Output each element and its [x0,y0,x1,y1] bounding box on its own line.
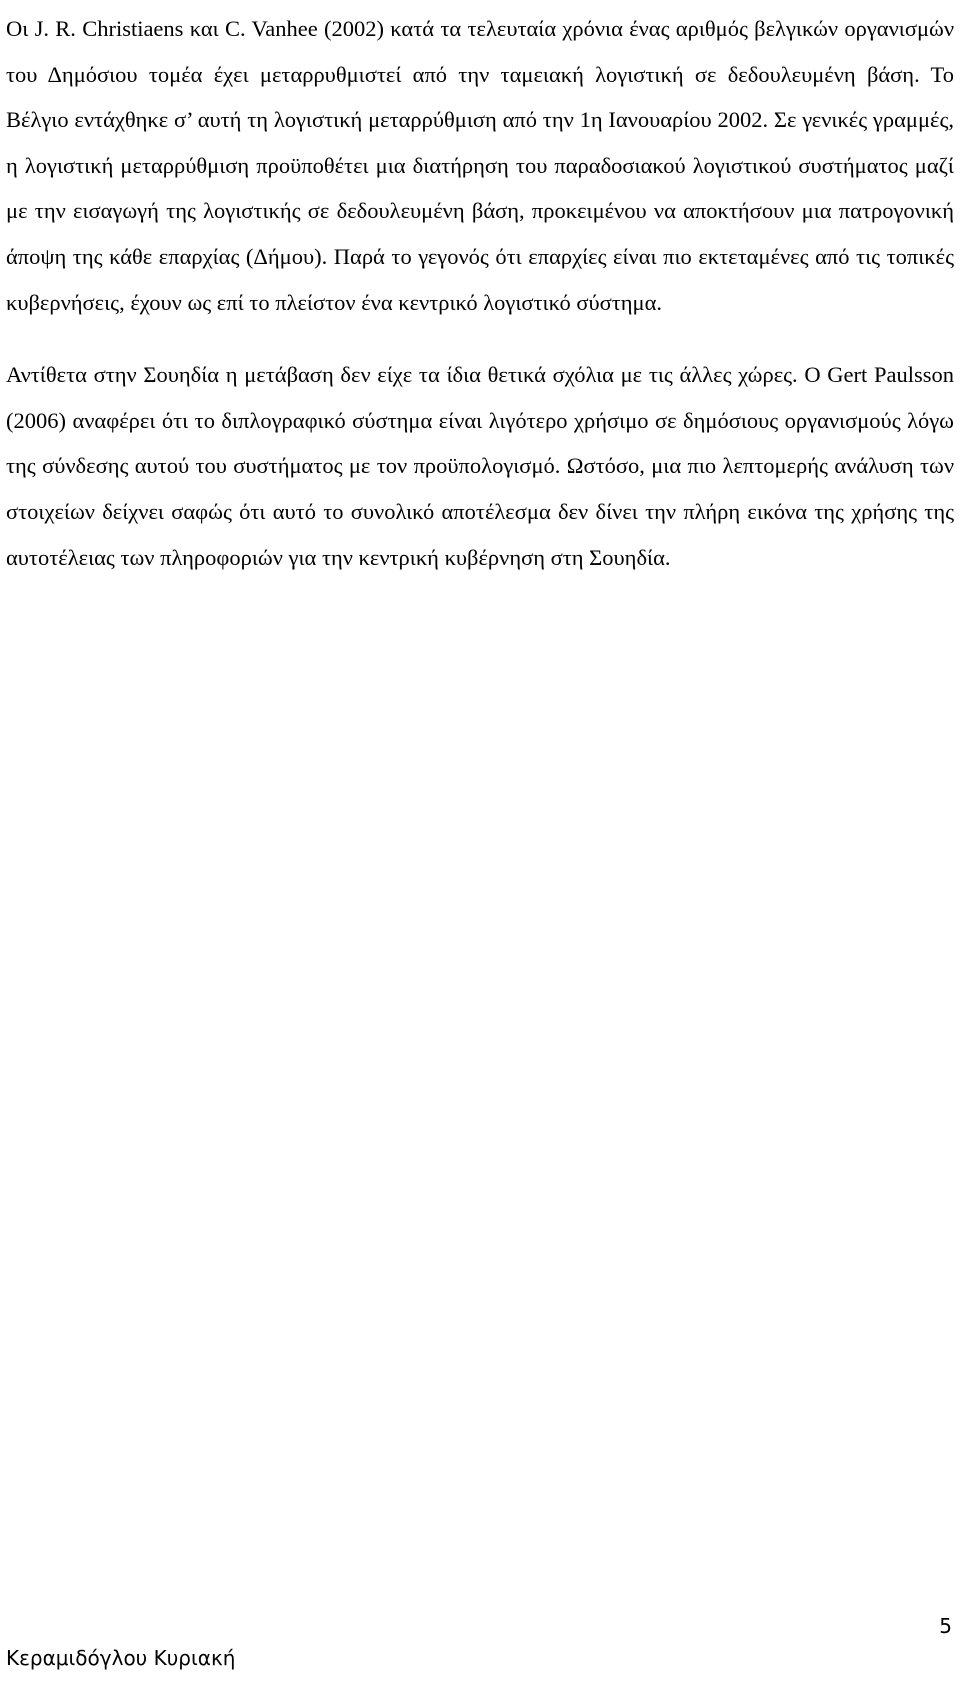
paragraph-belgium-reform: Οι J. R. Christiaens και C. Vanhee (2002) κατά τα τελευταία χρόνια ένας αριθμός βελγικών οργανισμών του Δημόσιου τομέα έχει μεταρρυθμιστεί από την ταμειακή λογιστική σε δεδουλευμένη βάση. Το Βέλγιο εντάχθηκε σ’ αυτή τη λογιστική μεταρρύθμιση από την 1η Ιανουαρίου 2002. Σε γενικές γραμμές, η λογιστική μεταρρύθμιση προϋποθέτει μια διατήρηση του παραδοσιακού λογιστικού συστήματος μαζί με την εισαγωγή της λογιστικής σε δεδουλευμένη βάση, προκειμένου να αποκτήσουν μια πατρογονική άποψη της κάθε επαρχίας (Δήμου). Παρά το γεγονός ότι επαρχίες είναι πιο εκτεταμένες από τις τοπικές κυβερνήσεις, έχουν ως επί το πλείστον ένα κεντρικό λογιστικό σύστημα. [6,16,954,315]
page-number: 5 [939,1614,952,1638]
paragraph-sweden-transition: Αντίθετα στην Σουηδία η μετάβαση δεν είχε τα ίδια θετικά σχόλια με τις άλλες χώρες. Ο Gert Paulsson (2006) αναφέρει ότι το διπλογραφικό σύστημα είναι λιγότερο χρήσιμο σε δημόσιους οργανισμούς λόγω της σύνδεσης αυτού του συστήματος με τον προϋπολογισμό. Ωστόσο, μια πιο λεπτομερής ανάλυση των στοιχείων δείχνει σαφώς ότι αυτό το συνολικό αποτέλεσμα δεν δίνει την πλήρη εικόνα της χρήσης της αυτοτέλειας των πληροφοριών για την κεντρική κυβέρνηση στη Σουηδία. [6,362,954,570]
footer-author: Κεραμιδόγλου Κυριακή [6,1646,236,1670]
document-body [6,6,954,580]
